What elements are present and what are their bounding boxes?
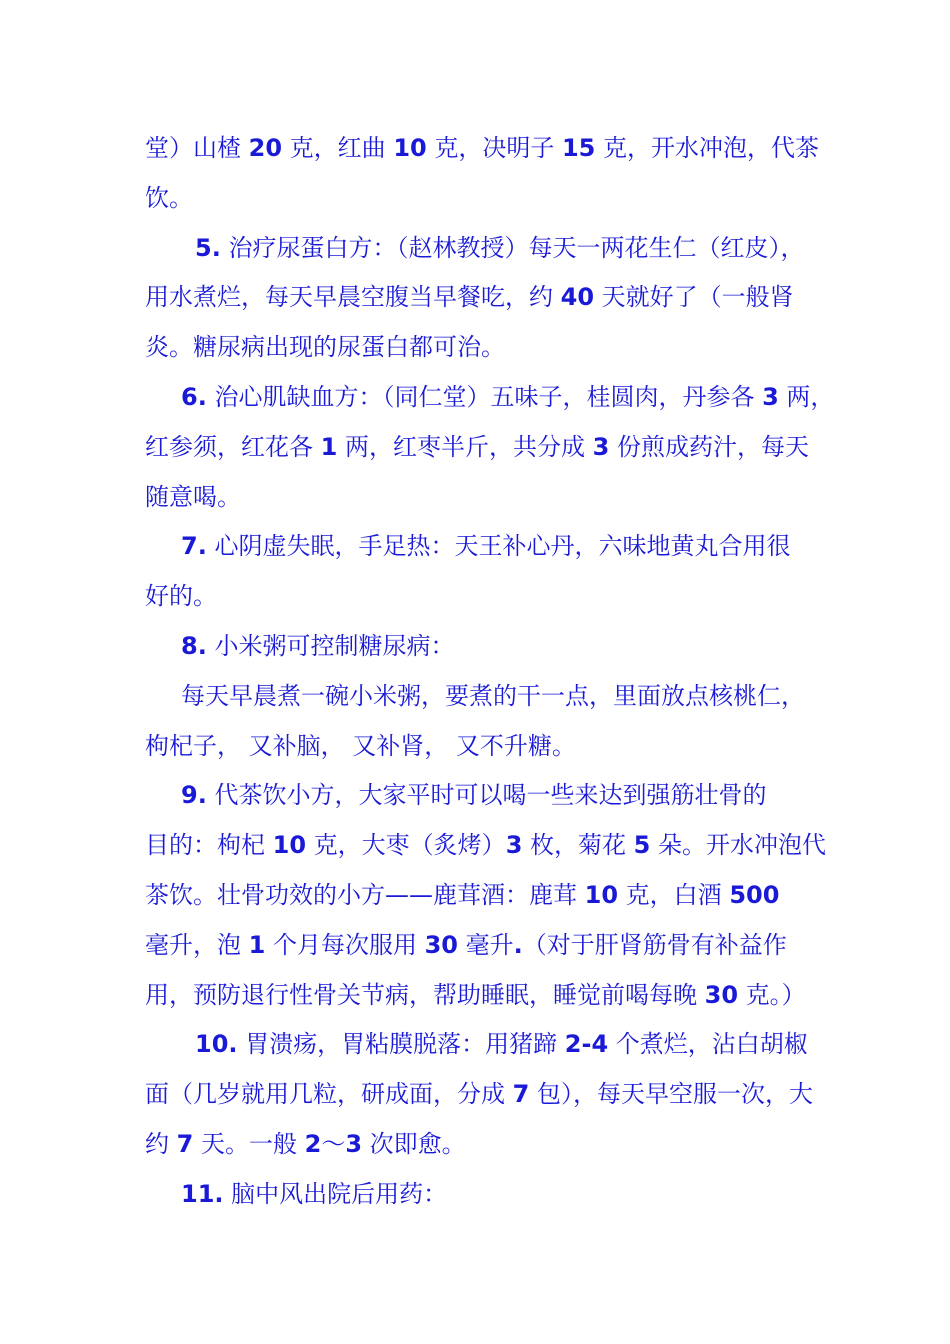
text-line: 目的：枸杞 10 克，大枣（炙烤）3 枚，菊花 5 朵。开水冲泡代 xyxy=(145,831,826,860)
text-line: 毫升，泡 1 个月每次服用 30 毫升.（对于肝肾筋骨有补益作 xyxy=(145,930,787,959)
text-line: 饮。 xyxy=(145,183,193,212)
text-line: 好的。 xyxy=(145,582,217,611)
document-page xyxy=(145,124,835,1220)
text-line: 堂）山楂 20 克，红曲 10 克，决明子 15 克，开水冲泡，代茶 xyxy=(145,134,820,162)
text-line: 茶饮。壮骨功效的小方——鹿茸酒：鹿茸 10 克，白酒 500 xyxy=(145,880,780,909)
text-line: 约 7 天。一般 2～3 次即愈。 xyxy=(145,1129,466,1158)
text-line: 用，预防退行性骨关节病，帮助睡眠，睡觉前喝每晚 30 克。） xyxy=(145,980,806,1009)
text-line: 9. 代茶饮小方，大家平时可以喝一些来达到强筋壮骨的 xyxy=(181,781,767,810)
text-line: 10. 胃溃疡，胃粘膜脱落：用猪蹄 2-4 个煮烂，沾白胡椒 xyxy=(195,1030,808,1059)
text-line: 8. 小米粥可控制糖尿病： xyxy=(181,631,455,660)
text-line: 7. 心阴虚失眠，手足热：天王补心丹，六味地黄丸合用很 xyxy=(181,532,791,561)
text-line: 随意喝。 xyxy=(145,482,241,511)
text-line: 5. 治疗尿蛋白方：（赵林教授）每天一两花生仁（红皮）， xyxy=(195,233,805,262)
text-line: 炎。糖尿病出现的尿蛋白都可治。 xyxy=(145,333,505,362)
text-line: 红参须，红花各 1 两，红枣半斤，共分成 3 份煎成药汁，每天 xyxy=(145,432,809,461)
text-line: 每天早晨煮一碗小米粥，要煮的干一点，里面放点核桃仁， xyxy=(181,681,805,710)
text-line: 用水煮烂，每天早晨空腹当早餐吃，约 40 天就好了（一般肾 xyxy=(145,283,794,312)
text-line: 11. 脑中风出院后用药： xyxy=(181,1179,448,1208)
text-line: 6. 治心肌缺血方：（同仁堂）五味子，桂圆肉，丹参各 3 两， xyxy=(181,382,835,411)
text-line: 面（几岁就用几粒，研成面，分成 7 包），每天早空服一次，大 xyxy=(145,1080,813,1109)
text-line: 枸杞子， 又补脑， 又补肾， 又不升糖。 xyxy=(145,731,576,760)
